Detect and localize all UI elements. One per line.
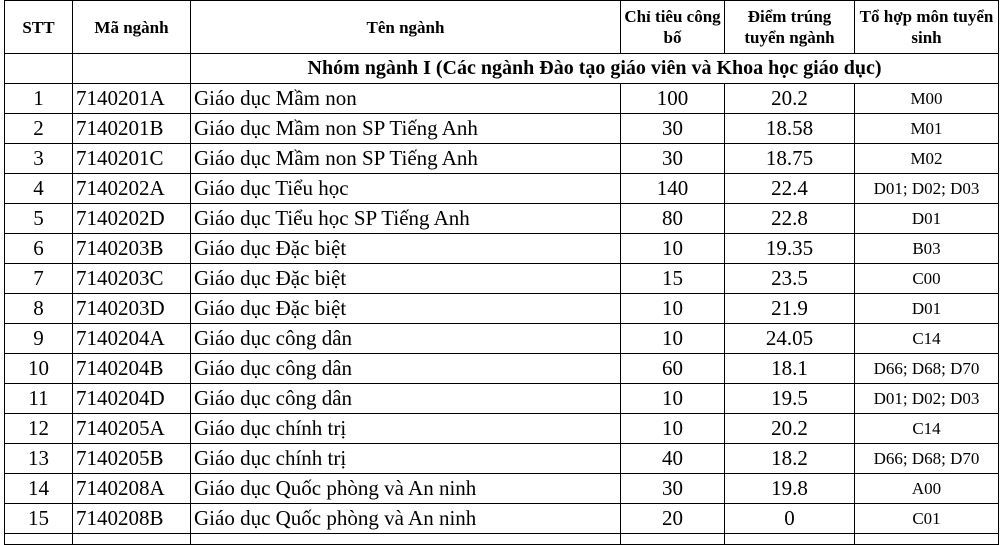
table-row bbox=[5, 174, 999, 204]
cell-code: 7140208A bbox=[73, 474, 191, 504]
cell-code: 7140204D bbox=[73, 384, 191, 414]
header-quota: Chỉ tiêu công bố bbox=[621, 1, 725, 54]
cell-quota: 100 bbox=[621, 84, 725, 114]
partial-cell bbox=[725, 534, 855, 545]
cell-stt: 7 bbox=[5, 264, 73, 294]
cell-name: Giáo dục Tiểu học SP Tiếng Anh bbox=[191, 204, 621, 234]
cell-name: Giáo dục công dân bbox=[191, 354, 621, 384]
cell-name: Giáo dục Tiểu học bbox=[191, 174, 621, 204]
header-name: Tên ngành bbox=[191, 1, 621, 54]
cell-score: 19.8 bbox=[725, 474, 855, 504]
cell-name: Giáo dục chính trị bbox=[191, 444, 621, 474]
cell-name: Giáo dục Mầm non bbox=[191, 84, 621, 114]
cell-score: 20.2 bbox=[725, 84, 855, 114]
cell-combo: C14 bbox=[855, 414, 999, 444]
cell-quota: 10 bbox=[621, 234, 725, 264]
cell-name: Giáo dục công dân bbox=[191, 324, 621, 354]
cell-quota: 20 bbox=[621, 504, 725, 534]
cell-score: 18.2 bbox=[725, 444, 855, 474]
table-row bbox=[5, 324, 999, 354]
group-title: Nhóm ngành I (Các ngành Đào tạo giáo viên và Khoa học giáo dục) bbox=[191, 54, 999, 84]
cell-stt: 5 bbox=[5, 204, 73, 234]
cell-score: 23.5 bbox=[725, 264, 855, 294]
cell-combo: D01; D02; D03 bbox=[855, 384, 999, 414]
cell-name: Giáo dục Đặc biệt bbox=[191, 294, 621, 324]
cell-code: 7140203D bbox=[73, 294, 191, 324]
partial-cell bbox=[5, 534, 73, 545]
cell-code: 7140201B bbox=[73, 114, 191, 144]
header-code: Mã ngành bbox=[73, 1, 191, 54]
cell-quota: 10 bbox=[621, 294, 725, 324]
cell-stt: 12 bbox=[5, 414, 73, 444]
cell-score: 19.35 bbox=[725, 234, 855, 264]
cell-stt: 15 bbox=[5, 504, 73, 534]
cell-quota: 30 bbox=[621, 474, 725, 504]
cell-score: 20.2 bbox=[725, 414, 855, 444]
cell-code: 7140201A bbox=[73, 84, 191, 114]
cell-quota: 60 bbox=[621, 354, 725, 384]
cell-score: 18.1 bbox=[725, 354, 855, 384]
cell-quota: 15 bbox=[621, 264, 725, 294]
table-body bbox=[5, 54, 999, 545]
cell-name: Giáo dục chính trị bbox=[191, 414, 621, 444]
cell-quota: 30 bbox=[621, 144, 725, 174]
header-row bbox=[5, 1, 999, 54]
cell-score: 21.9 bbox=[725, 294, 855, 324]
table-row bbox=[5, 294, 999, 324]
table-row bbox=[5, 414, 999, 444]
header-stt: STT bbox=[5, 1, 73, 54]
cell-combo: D01 bbox=[855, 204, 999, 234]
cell-name: Giáo dục Quốc phòng và An ninh bbox=[191, 474, 621, 504]
table-row bbox=[5, 114, 999, 144]
cell-combo: M01 bbox=[855, 114, 999, 144]
cell-combo: M00 bbox=[855, 84, 999, 114]
cell-code: 7140201C bbox=[73, 144, 191, 174]
cell-name: Giáo dục Mầm non SP Tiếng Anh bbox=[191, 144, 621, 174]
cell-stt: 11 bbox=[5, 384, 73, 414]
cell-stt: 3 bbox=[5, 144, 73, 174]
cell-code: 7140204A bbox=[73, 324, 191, 354]
partial-row bbox=[5, 534, 999, 545]
cell-stt: 13 bbox=[5, 444, 73, 474]
cell-stt: 8 bbox=[5, 294, 73, 324]
cell-code: 7140202D bbox=[73, 204, 191, 234]
partial-cell bbox=[621, 534, 725, 545]
cell-quota: 10 bbox=[621, 324, 725, 354]
header-score: Điểm trúng tuyển ngành bbox=[725, 1, 855, 54]
cell-stt: 14 bbox=[5, 474, 73, 504]
cell-stt: 6 bbox=[5, 234, 73, 264]
cell-stt: 9 bbox=[5, 324, 73, 354]
cell-quota: 30 bbox=[621, 114, 725, 144]
partial-cell bbox=[191, 534, 621, 545]
cell-code: 7140202A bbox=[73, 174, 191, 204]
header-combo: Tổ hợp môn tuyển sinh bbox=[855, 1, 999, 54]
table-row bbox=[5, 234, 999, 264]
table-row bbox=[5, 264, 999, 294]
table-row bbox=[5, 204, 999, 234]
cell-combo: D66; D68; D70 bbox=[855, 444, 999, 474]
cell-score: 19.5 bbox=[725, 384, 855, 414]
cell-code: 7140204B bbox=[73, 354, 191, 384]
cell-score: 22.4 bbox=[725, 174, 855, 204]
cell-name: Giáo dục Quốc phòng và An ninh bbox=[191, 504, 621, 534]
cell-name: Giáo dục Mầm non SP Tiếng Anh bbox=[191, 114, 621, 144]
group-empty-code bbox=[73, 54, 191, 84]
cell-name: Giáo dục công dân bbox=[191, 384, 621, 414]
cell-combo: A00 bbox=[855, 474, 999, 504]
table-row bbox=[5, 84, 999, 114]
cell-combo: B03 bbox=[855, 234, 999, 264]
partial-cell bbox=[73, 534, 191, 545]
cell-quota: 80 bbox=[621, 204, 725, 234]
table-row bbox=[5, 474, 999, 504]
partial-cell bbox=[855, 534, 999, 545]
admissions-table bbox=[4, 0, 999, 545]
cell-combo: D66; D68; D70 bbox=[855, 354, 999, 384]
cell-stt: 10 bbox=[5, 354, 73, 384]
cell-stt: 4 bbox=[5, 174, 73, 204]
cell-combo: D01; D02; D03 bbox=[855, 174, 999, 204]
table-row bbox=[5, 354, 999, 384]
cell-score: 24.05 bbox=[725, 324, 855, 354]
cell-combo: C01 bbox=[855, 504, 999, 534]
cell-combo: D01 bbox=[855, 294, 999, 324]
cell-combo: C14 bbox=[855, 324, 999, 354]
cell-quota: 140 bbox=[621, 174, 725, 204]
cell-code: 7140203C bbox=[73, 264, 191, 294]
group-empty-stt bbox=[5, 54, 73, 84]
cell-combo: C00 bbox=[855, 264, 999, 294]
cell-stt: 2 bbox=[5, 114, 73, 144]
cell-code: 7140205B bbox=[73, 444, 191, 474]
cell-score: 18.58 bbox=[725, 114, 855, 144]
cell-code: 7140208B bbox=[73, 504, 191, 534]
cell-combo: M02 bbox=[855, 144, 999, 174]
group-row bbox=[5, 54, 999, 84]
cell-score: 18.75 bbox=[725, 144, 855, 174]
table-row bbox=[5, 444, 999, 474]
cell-code: 7140205A bbox=[73, 414, 191, 444]
table-row bbox=[5, 144, 999, 174]
cell-score: 22.8 bbox=[725, 204, 855, 234]
table-row bbox=[5, 384, 999, 414]
cell-quota: 40 bbox=[621, 444, 725, 474]
cell-code: 7140203B bbox=[73, 234, 191, 264]
cell-quota: 10 bbox=[621, 414, 725, 444]
cell-quota: 10 bbox=[621, 384, 725, 414]
table-row bbox=[5, 504, 999, 534]
cell-stt: 1 bbox=[5, 84, 73, 114]
cell-name: Giáo dục Đặc biệt bbox=[191, 264, 621, 294]
cell-score: 0 bbox=[725, 504, 855, 534]
cell-name: Giáo dục Đặc biệt bbox=[191, 234, 621, 264]
